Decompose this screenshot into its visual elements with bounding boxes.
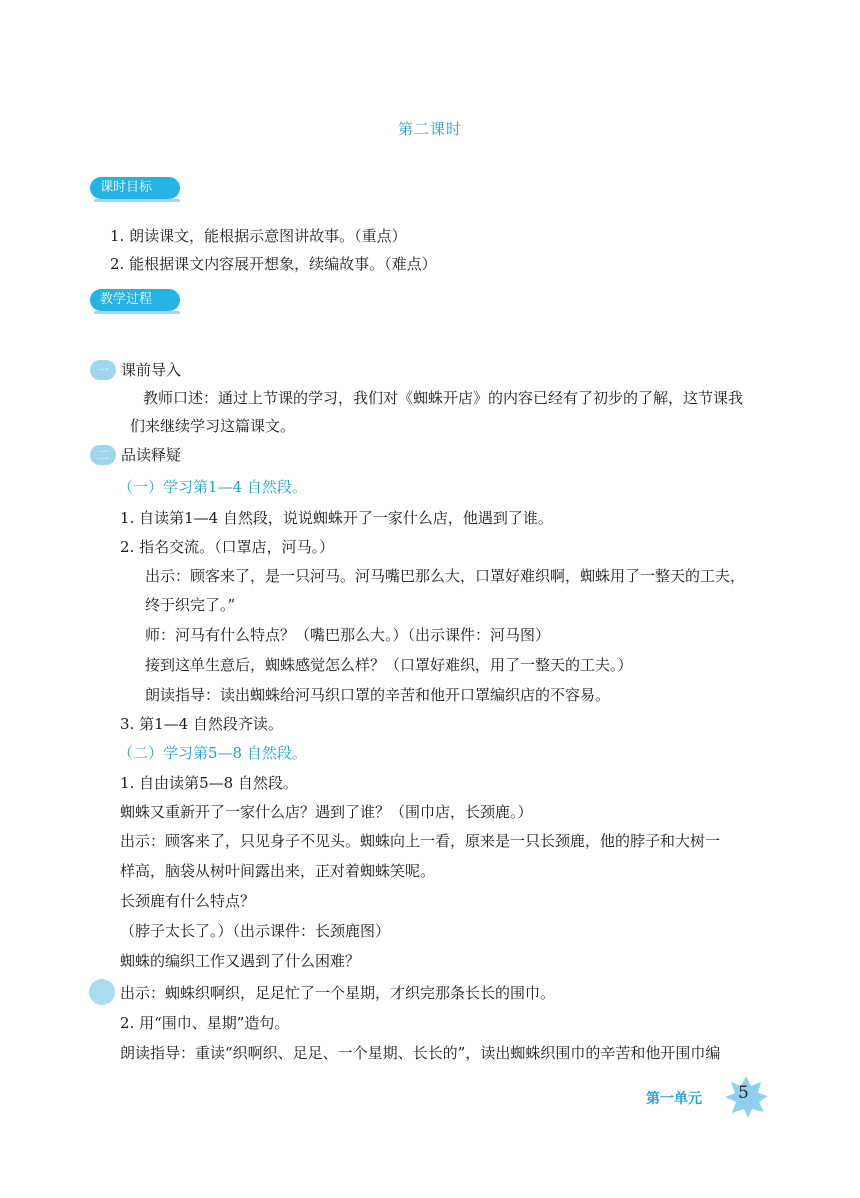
paragraph-line: 师：河马有什么特点？（嘴巴那么大。）（出示课件：河马图） — [145, 626, 551, 644]
section-number-badge: 二 — [90, 445, 116, 465]
paragraph-line: 蜘蛛的编织工作又遇到了什么困难？ — [120, 952, 361, 970]
paragraph-line: 出示：顾客来了，只见身子不见头。蜘蛛向上一看，原来是一只长颈鹿，他的脖子和大树一 — [120, 832, 721, 850]
paragraph-line: 1. 自读第1—4 自然段，说说蜘蛛开了一家什么店，他遇到了谁。 — [120, 509, 553, 527]
paragraph-line: 教师口述：通过上节课的学习，我们对《蜘蛛开店》的内容已经有了初步的了解，这节课我 — [143, 389, 744, 407]
section-number-badge: 一 — [90, 360, 116, 380]
paragraph-line: 蜘蛛又重新开了一家什么店？遇到了谁？（围巾店，长颈鹿。） — [120, 803, 533, 821]
goal-item: 1. 朗读课文，能根据示意图讲故事。（重点） — [110, 227, 407, 245]
unit-label: 第一单元 — [646, 1091, 702, 1107]
paragraph-line: 1. 自由读第5—8 自然段。 — [120, 774, 298, 792]
paragraph-line: 朗读指导：重读“织啊织、足足、一个星期、长长的”，读出蜘蛛织围巾的辛苦和他开围巾编 — [120, 1044, 721, 1062]
paragraph-line: 出示：蜘蛛织啊织，足足忙了一个星期，才织完那条长长的围巾。 — [120, 984, 556, 1002]
paragraph-line: 们来继续学习这篇课文。 — [130, 417, 296, 435]
paragraph-line: 接到这单生意后，蜘蛛感觉怎么样？（口罩好难织，用了一整天的工夫。） — [145, 656, 633, 674]
section-heading: 课前导入 — [121, 361, 182, 379]
paragraph-line: 样高，脑袋从树叶间露出来，正对着蜘蛛笑呢。 — [120, 862, 436, 880]
paragraph-line: 2. 指名交流。（口罩店，河马。） — [120, 538, 335, 556]
page-number: 5 — [738, 1083, 749, 1103]
paragraph-line: 3. 第1—4 自然段齐读。 — [120, 715, 283, 733]
paragraph-line: 出示：顾客来了，是一只河马。河马嘴巴那么大，口罩好难织啊，蜘蛛用了一整天的工夫， — [145, 567, 746, 585]
paragraph-line: 终于织完了。” — [145, 596, 236, 614]
page-title: 第二课时 — [397, 120, 462, 138]
paragraph-line: （脖子太长了。）（出示课件：长颈鹿图） — [120, 922, 391, 940]
paragraph-line: 朗读指导：读出蜘蛛给河马织口罩的辛苦和他开口罩编织店的不容易。 — [145, 686, 611, 704]
paragraph-line: 长颈鹿有什么特点？ — [120, 892, 256, 910]
paragraph-line: 2. 用“围巾、星期”造句。 — [120, 1014, 290, 1032]
subsection-heading: （二）学习第5—8 自然段。 — [118, 744, 307, 762]
margin-dot — [89, 979, 115, 1005]
section-heading: 品读释疑 — [121, 446, 182, 464]
goal-item: 2. 能根据课文内容展开想象，续编故事。（难点） — [110, 255, 437, 273]
goals-label-badge: 课时目标 — [90, 177, 180, 199]
subsection-heading: （一）学习第1—4 自然段。 — [118, 478, 307, 496]
process-label-badge: 教学过程 — [90, 289, 180, 311]
